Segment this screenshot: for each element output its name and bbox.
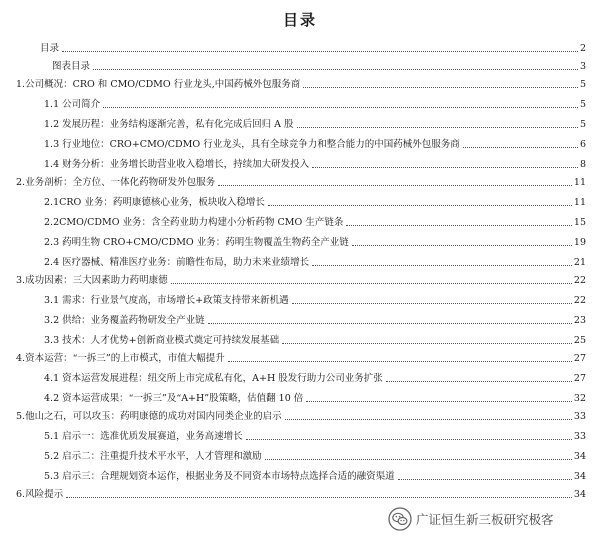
toc-entry-title: 1.2 发展历程：业务结构逐渐完善，私有化完成后回归 A 股 [44,119,294,130]
toc-entry-title: 5.1 启示一：选准优质发展赛道，业务高速增长 [44,431,243,442]
toc-entry-title: 5.2 启示二：注重提升技术平水平，人才管理和激励 [44,451,262,462]
toc-leader-dots [398,478,572,480]
toc-entry[interactable] [16,412,586,422]
toc-entry-page: 34 [573,471,586,482]
toc-leader-dots [228,360,572,362]
toc-entry-title: 1.公司概况：CRO 和 CMO/CDMO 行业龙头,中国药械外包服务商 [16,79,301,90]
toc-entry-title: 3.3 技术：人才优势+创新商业模式奠定可持续发展基础 [44,335,280,346]
toc-entry-page: 34 [573,451,586,462]
toc-entry-page: 33 [573,411,586,422]
toc-entry[interactable] [16,100,586,110]
toc-leader-dots [312,166,578,168]
toc-entry[interactable] [16,432,586,442]
toc-entry-page: 33 [573,431,586,442]
toc-entry-title: 2.2CMO/CDMO 业务：含全药业助力构建小分析药物 CMO 生产链条 [44,217,344,228]
toc-leader-dots [352,244,572,246]
toc-entry[interactable] [16,140,586,150]
toc-entry-title: 2.3 药明生物 CRO+CMO/CDMO 业务：药明生物覆盖生物药全产业链 [44,237,349,248]
toc-entry-title: 4.2 资本运营成果：“一拆三”及“A+H”股策略，估值翻 10 倍 [44,393,304,404]
toc-entry[interactable] [16,472,586,482]
toc-entry-page: 27 [573,373,586,384]
toc-entry-title: 6.风险提示 [16,489,64,500]
toc-entry[interactable] [16,198,586,208]
toc-leader-dots [292,302,572,304]
toc-leader-dots [285,418,572,420]
table-of-contents [16,44,586,500]
toc-leader-dots [346,224,572,226]
toc-entry-title: 1.1 公司简介 [44,99,101,110]
toc-entry-title: 5.3 启示三：合理规划资本运作，根据业务及不同资本市场特点选择合适的融资渠道 [44,471,395,482]
toc-entry-page: 11 [573,197,586,208]
toc-entry-page: 32 [573,393,586,404]
wechat-icon [388,507,412,531]
toc-leader-dots [463,146,578,148]
toc-entry[interactable] [16,276,586,286]
toc-entry[interactable] [16,336,586,346]
toc-entry[interactable] [16,296,586,306]
toc-entry-page: 5 [579,119,586,130]
toc-entry-page: 21 [573,257,586,268]
toc-leader-dots [171,282,572,284]
toc-leader-dots [218,184,572,186]
toc-leader-dots [282,342,572,344]
toc-entry-page: 25 [573,335,586,346]
toc-leader-dots [93,68,578,70]
watermark-text: 广证恒生新三板研究极客 [416,512,554,527]
toc-entry-page: 22 [573,275,586,286]
toc-entry-title: 3.成功因素：三大因素助力药明康德 [16,275,168,286]
toc-entry-page: 27 [573,353,586,364]
toc-leader-dots [265,458,572,460]
toc-entry[interactable] [16,160,586,170]
toc-entry-title: 3.1 需求：行业景气度高，市场增长+政策支持带来新机遇 [44,295,289,306]
toc-leader-dots [386,380,572,382]
toc-entry[interactable] [16,62,586,72]
toc-entry[interactable] [16,44,586,54]
toc-entry[interactable] [16,316,586,326]
toc-leader-dots [246,438,572,440]
watermark [388,507,554,531]
toc-entry-title: 2.4 医疗器械、精准医疗业务：前瞻性布局，助力未来业绩增长 [44,257,310,268]
toc-entry-page: 8 [579,159,586,170]
toc-entry-page: 23 [573,315,586,326]
toc-entry-page: 5 [579,99,586,110]
toc-leader-dots [66,496,572,498]
toc-leader-dots [103,106,578,108]
toc-entry[interactable] [16,238,586,248]
toc-entry-title: 4.1 资本运营发展进程：纽交所上市完成私有化，A+H 股发行助力公司业务扩张 [44,373,383,384]
toc-entry-title: 2.1CRO 业务：药明康德核心业务，板块收入稳增长 [44,197,265,208]
toc-entry[interactable] [16,354,586,364]
toc-entry[interactable] [16,218,586,228]
toc-entry[interactable] [16,258,586,268]
toc-entry-page: 6 [579,139,586,150]
toc-entry-title: 图表目录 [52,61,91,72]
toc-entry-page: 19 [573,237,586,248]
toc-entry[interactable] [16,374,586,384]
toc-leader-dots [268,204,572,206]
toc-entry-title: 目录 [40,43,60,54]
toc-entry[interactable] [16,178,586,188]
toc-entry-title: 3.2 供给：业务覆盖药物研发全产业链 [44,315,205,326]
toc-entry-page: 15 [573,217,586,228]
toc-entry-page: 34 [573,489,586,500]
toc-entry[interactable] [16,452,586,462]
toc-leader-dots [312,264,572,266]
toc-entry-page: 3 [579,61,586,72]
toc-entry-page: 11 [573,177,586,188]
toc-entry-title: 1.3 行业地位：CRO+CMO/CDMO 行业龙头，具有全球竞争力和整合能力的中国药械外包服务商 [44,139,460,150]
toc-leader-dots [208,322,572,324]
toc-leader-dots [62,50,578,52]
toc-entry-page: 5 [579,79,586,90]
toc-entry[interactable] [16,490,586,500]
toc-entry-title: 5.他山之石，可以攻玉：药明康德的成功对国内同类企业的启示 [16,411,282,422]
toc-entry-page: 22 [573,295,586,306]
toc-entry-title: 4.资本运营：“一拆三”的上市模式，市值大幅提升 [16,353,225,364]
toc-leader-dots [306,400,572,402]
toc-leader-dots [297,126,578,128]
toc-leader-dots [303,86,578,88]
toc-entry-title: 1.4 财务分析：业务增长助营业收入稳增长，持续加大研发投入 [44,159,310,170]
toc-entry[interactable] [16,120,586,130]
toc-entry[interactable] [16,80,586,90]
toc-entry[interactable] [16,394,586,404]
toc-entry-title: 2.业务剖析：全方位、一体化药物研发外包服务 [16,177,216,188]
toc-entry-page: 2 [579,43,586,54]
page-title: 目录 [282,11,317,29]
